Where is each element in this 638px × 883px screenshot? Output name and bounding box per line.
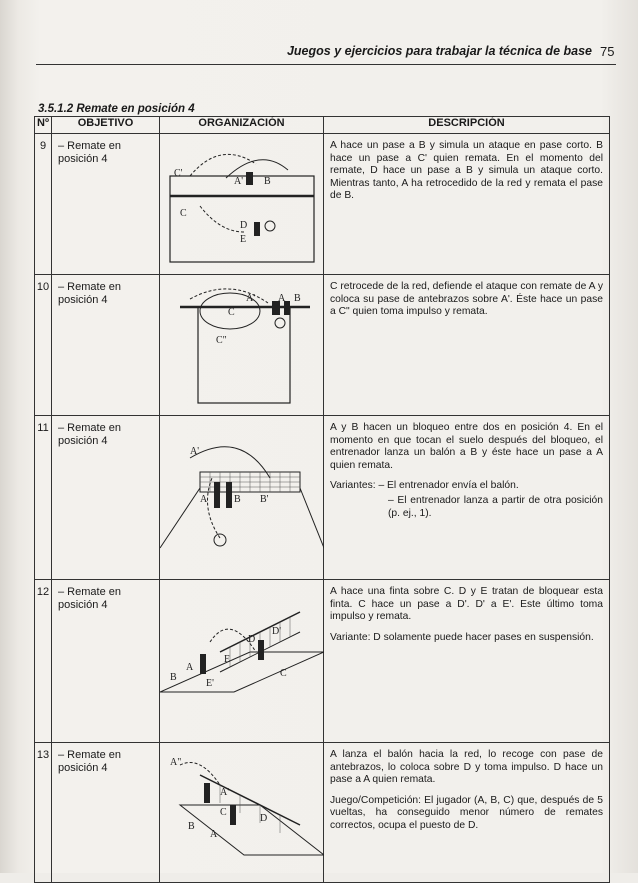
description-variant: Variantes: – El entrenador envía el balón. — [330, 480, 519, 492]
player-label: C" — [216, 335, 227, 346]
court-diagram-9 — [160, 136, 324, 264]
row-description — [324, 275, 610, 416]
table-row — [35, 416, 610, 580]
row-description — [324, 580, 610, 743]
player-label: E' — [206, 678, 214, 689]
row-description — [324, 134, 610, 275]
row-diagram — [160, 743, 324, 883]
player-label: E — [240, 234, 247, 245]
player-label: C' — [174, 168, 183, 179]
row-number: 9 — [35, 134, 52, 275]
player-label: B — [188, 821, 195, 832]
table-row — [35, 743, 610, 883]
running-head: Juegos y ejercicios para trabajar la técnica de base — [286, 44, 592, 58]
header-objetivo: OBJETIVO — [52, 117, 160, 134]
exercise-table — [34, 116, 610, 883]
player-label: A' — [246, 293, 256, 304]
row-number: 11 — [35, 416, 52, 580]
player-label: D — [240, 220, 248, 231]
player-label: D — [248, 634, 256, 645]
player-label: A — [210, 829, 218, 840]
row-objective: – Remate en posición 4 — [52, 416, 160, 580]
row-objective: – Remate en posición 4 — [52, 134, 160, 275]
description-paragraph: A hace una finta sobre C. D y E tratan de bloquear esta finta. C hace un pase a D'. D' a E'. Este último toma impulso y remata. — [330, 586, 603, 623]
header-descripcion: DESCRIPCIÓN — [324, 117, 610, 134]
header-organizacion: ORGANIZACIÓN — [160, 117, 324, 134]
table-row — [35, 580, 610, 743]
row-number: 10 — [35, 275, 52, 416]
player-label: A" — [170, 757, 182, 768]
player-label: D — [260, 813, 268, 824]
table-row — [35, 134, 610, 275]
player-label: A — [186, 662, 194, 673]
page-number: 75 — [600, 44, 615, 59]
player-label: C — [220, 807, 227, 818]
player-label: E — [224, 654, 231, 665]
row-diagram — [160, 580, 324, 743]
court-diagram-10 — [160, 277, 324, 405]
player-label: C — [180, 208, 187, 219]
row-diagram — [160, 275, 324, 416]
row-diagram — [160, 416, 324, 580]
row-number: 12 — [35, 580, 52, 743]
player-label: D' — [272, 626, 282, 637]
table-row — [35, 275, 610, 416]
row-description — [324, 743, 610, 883]
player-label: A' — [234, 176, 244, 187]
player-label: A' — [190, 446, 200, 457]
description-paragraph: A lanza el balón hacia la red, lo recoge con pase de antebrazos, lo coloca sobre D y toma impulso. D hace un pase a A quien remata. — [330, 749, 603, 786]
section-title: 3.5.1.2 Remate en posición 4 — [38, 103, 195, 115]
header-rule — [36, 64, 616, 65]
player-label: C — [280, 668, 287, 679]
court-diagram-13 — [160, 745, 324, 873]
row-objective: – Remate en posición 4 — [52, 743, 160, 883]
court-diagram-11 — [160, 418, 324, 568]
row-number: 13 — [35, 743, 52, 883]
player-label: B — [170, 672, 177, 683]
table-header-row — [35, 117, 610, 134]
row-objective: – Remate en posición 4 — [52, 275, 160, 416]
player-label: A — [200, 494, 208, 505]
description-variant: – El entrenador lanza a partir de otra posición (p. ej., 1). — [388, 494, 603, 519]
row-objective: – Remate en posición 4 — [52, 580, 160, 743]
header-num: Nº — [35, 117, 52, 134]
player-label: C — [228, 307, 235, 318]
row-description — [324, 416, 610, 580]
row-diagram — [160, 134, 324, 275]
player-label: A — [278, 293, 286, 304]
description-variant: Variante: D solamente puede hacer pases en suspensión. — [330, 631, 594, 643]
description-paragraph: A hace un pase a B y simula un ataque en pase corto. B hace un pase a C' quien remata. En el momento del remate, D hace un pase a B y simula un ataque corto. Mientras tanto, A ha retrocedido de la red y remata el pase de B. — [330, 140, 603, 202]
player-label: A' — [220, 787, 230, 798]
description-paragraph: A y B hacen un bloqueo entre dos en posición 4. En el momento en que tocan el suelo después del bloqueo, el entrenador lanza un balón a B y éste hace un pase a A quien remata. — [330, 422, 603, 471]
player-label: B — [234, 494, 241, 505]
description-paragraph: Juego/Competición: El jugador (A, B, C) que, después de 5 vueltas, ha conseguido menor número de remates correctos, ocupa el puesto de D. — [330, 794, 603, 831]
court-diagram-12 — [160, 582, 324, 732]
player-label: B — [264, 176, 271, 187]
player-label: B — [294, 293, 301, 304]
player-label: B' — [260, 494, 269, 505]
description-paragraph: C retrocede de la red, defiende el ataque con remate de A y coloca su pase de antebrazos sobre A'. Éste hace un pase a C" quien toma impulso y remata. — [330, 281, 603, 318]
